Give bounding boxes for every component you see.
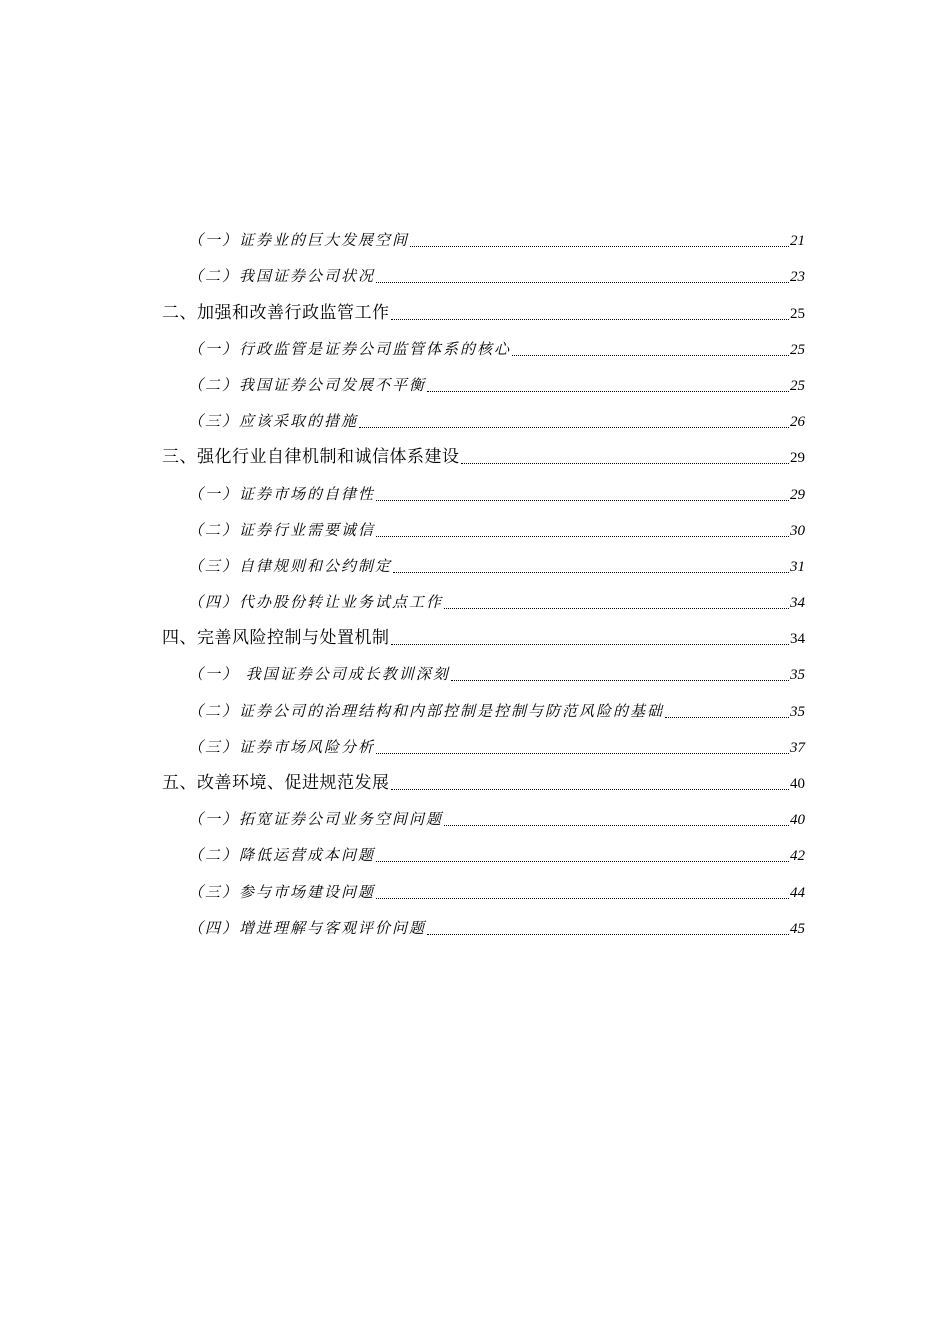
toc-entry-title: （一）拓宽证券公司业务空间问题: [188, 810, 444, 829]
toc-dot-leader: [391, 318, 790, 320]
toc-entry-title: 三、强化行业自律机制和诚信体系建设: [162, 447, 460, 468]
toc-subsection-entry[interactable]: [0, 513, 950, 549]
toc-page-number: 21: [790, 233, 805, 250]
toc-entry-title: （三）证券市场风险分析: [188, 737, 376, 756]
toc-page-number: 40: [790, 812, 805, 829]
toc-dot-leader: [444, 824, 789, 826]
toc-dot-leader: [376, 897, 789, 899]
toc-subsection-entry[interactable]: [0, 332, 950, 368]
toc-dot-leader: [461, 462, 790, 464]
toc-page-number: 45: [790, 920, 805, 937]
toc-page-number: 29: [790, 450, 805, 467]
toc-entry-title: （三）应该采取的措施: [188, 412, 359, 431]
toc-subsection-entry[interactable]: [0, 802, 950, 838]
toc-page-number: 26: [790, 414, 805, 431]
toc-section-entry[interactable]: [0, 766, 950, 802]
table-of-contents: [0, 223, 950, 947]
toc-entry-title: （二）降低运营成本问题: [188, 846, 376, 865]
toc-section-entry[interactable]: [0, 295, 950, 331]
toc-dot-leader: [427, 390, 789, 392]
toc-subsection-entry[interactable]: [0, 368, 950, 404]
toc-dot-leader: [376, 535, 789, 537]
toc-dot-leader: [665, 716, 789, 718]
toc-page-number: 44: [790, 884, 805, 901]
toc-page-number: 29: [790, 486, 805, 503]
toc-page-number: 25: [790, 305, 805, 322]
toc-dot-leader: [391, 643, 790, 645]
toc-dot-leader: [410, 245, 789, 247]
toc-entry-title: （二）证券公司的治理结构和内部控制是控制与防范风险的基础: [188, 701, 665, 720]
toc-entry-title: （二）我国证券公司发展不平衡: [188, 375, 427, 394]
toc-entry-title: 四、完善风险控制与处置机制: [162, 628, 390, 649]
toc-entry-title: （四）增进理解与客观评价问题: [188, 918, 427, 937]
toc-page-number: 35: [790, 667, 805, 684]
toc-entry-title: （二）证券行业需要诚信: [188, 520, 376, 539]
toc-subsection-entry[interactable]: [0, 657, 950, 693]
toc-page-number: 23: [790, 269, 805, 286]
toc-dot-leader: [444, 607, 789, 609]
toc-page-number: 31: [790, 558, 805, 575]
toc-dot-leader: [376, 499, 789, 501]
toc-subsection-entry[interactable]: [0, 693, 950, 729]
toc-page-number: 42: [790, 848, 805, 865]
toc-entry-title: （一）行政监管是证券公司监管体系的核心: [188, 339, 512, 358]
toc-entry-title: （三）参与市场建设问题: [188, 882, 376, 901]
toc-subsection-entry[interactable]: [0, 404, 950, 440]
toc-section-entry[interactable]: [0, 440, 950, 476]
toc-page-number: 34: [790, 631, 805, 648]
toc-page-number: 40: [790, 776, 805, 792]
toc-entry-title: 五、改善环境、促进规范发展: [162, 773, 390, 793]
toc-subsection-entry[interactable]: [0, 549, 950, 585]
toc-entry-title: （二）我国证券公司状况: [188, 267, 376, 286]
toc-dot-leader: [391, 788, 790, 790]
toc-subsection-entry[interactable]: [0, 874, 950, 910]
toc-page-number: 37: [790, 739, 805, 756]
toc-page-number: 34: [790, 595, 805, 612]
toc-entry-title: （一） 我国证券公司成长教训深刻: [188, 665, 450, 684]
toc-page-number: 30: [790, 522, 805, 539]
toc-subsection-entry[interactable]: [0, 585, 950, 621]
toc-entry-title: （一）证券市场的自律性: [188, 484, 376, 503]
toc-dot-leader: [376, 281, 789, 283]
toc-page-number: 25: [790, 341, 805, 358]
toc-dot-leader: [393, 571, 789, 573]
toc-subsection-entry[interactable]: [0, 476, 950, 512]
toc-dot-leader: [359, 426, 789, 428]
toc-entry-title: （三）自律规则和公约制定: [188, 556, 393, 575]
toc-subsection-entry[interactable]: [0, 911, 950, 947]
toc-page-number: 35: [790, 703, 805, 720]
toc-subsection-entry[interactable]: [0, 838, 950, 874]
toc-entry-title: （一）证券业的巨大发展空间: [188, 231, 410, 250]
toc-entry-title: （四）代办股份转让业务试点工作: [188, 593, 444, 612]
toc-section-entry[interactable]: [0, 621, 950, 657]
toc-subsection-entry[interactable]: [0, 223, 950, 259]
toc-dot-leader: [427, 933, 789, 935]
toc-dot-leader: [451, 679, 789, 681]
toc-subsection-entry[interactable]: [0, 730, 950, 766]
toc-subsection-entry[interactable]: [0, 259, 950, 295]
toc-page-number: 25: [790, 377, 805, 394]
toc-dot-leader: [512, 354, 789, 356]
toc-entry-title: 二、加强和改善行政监管工作: [162, 302, 390, 323]
toc-dot-leader: [376, 752, 789, 754]
toc-dot-leader: [376, 860, 789, 862]
